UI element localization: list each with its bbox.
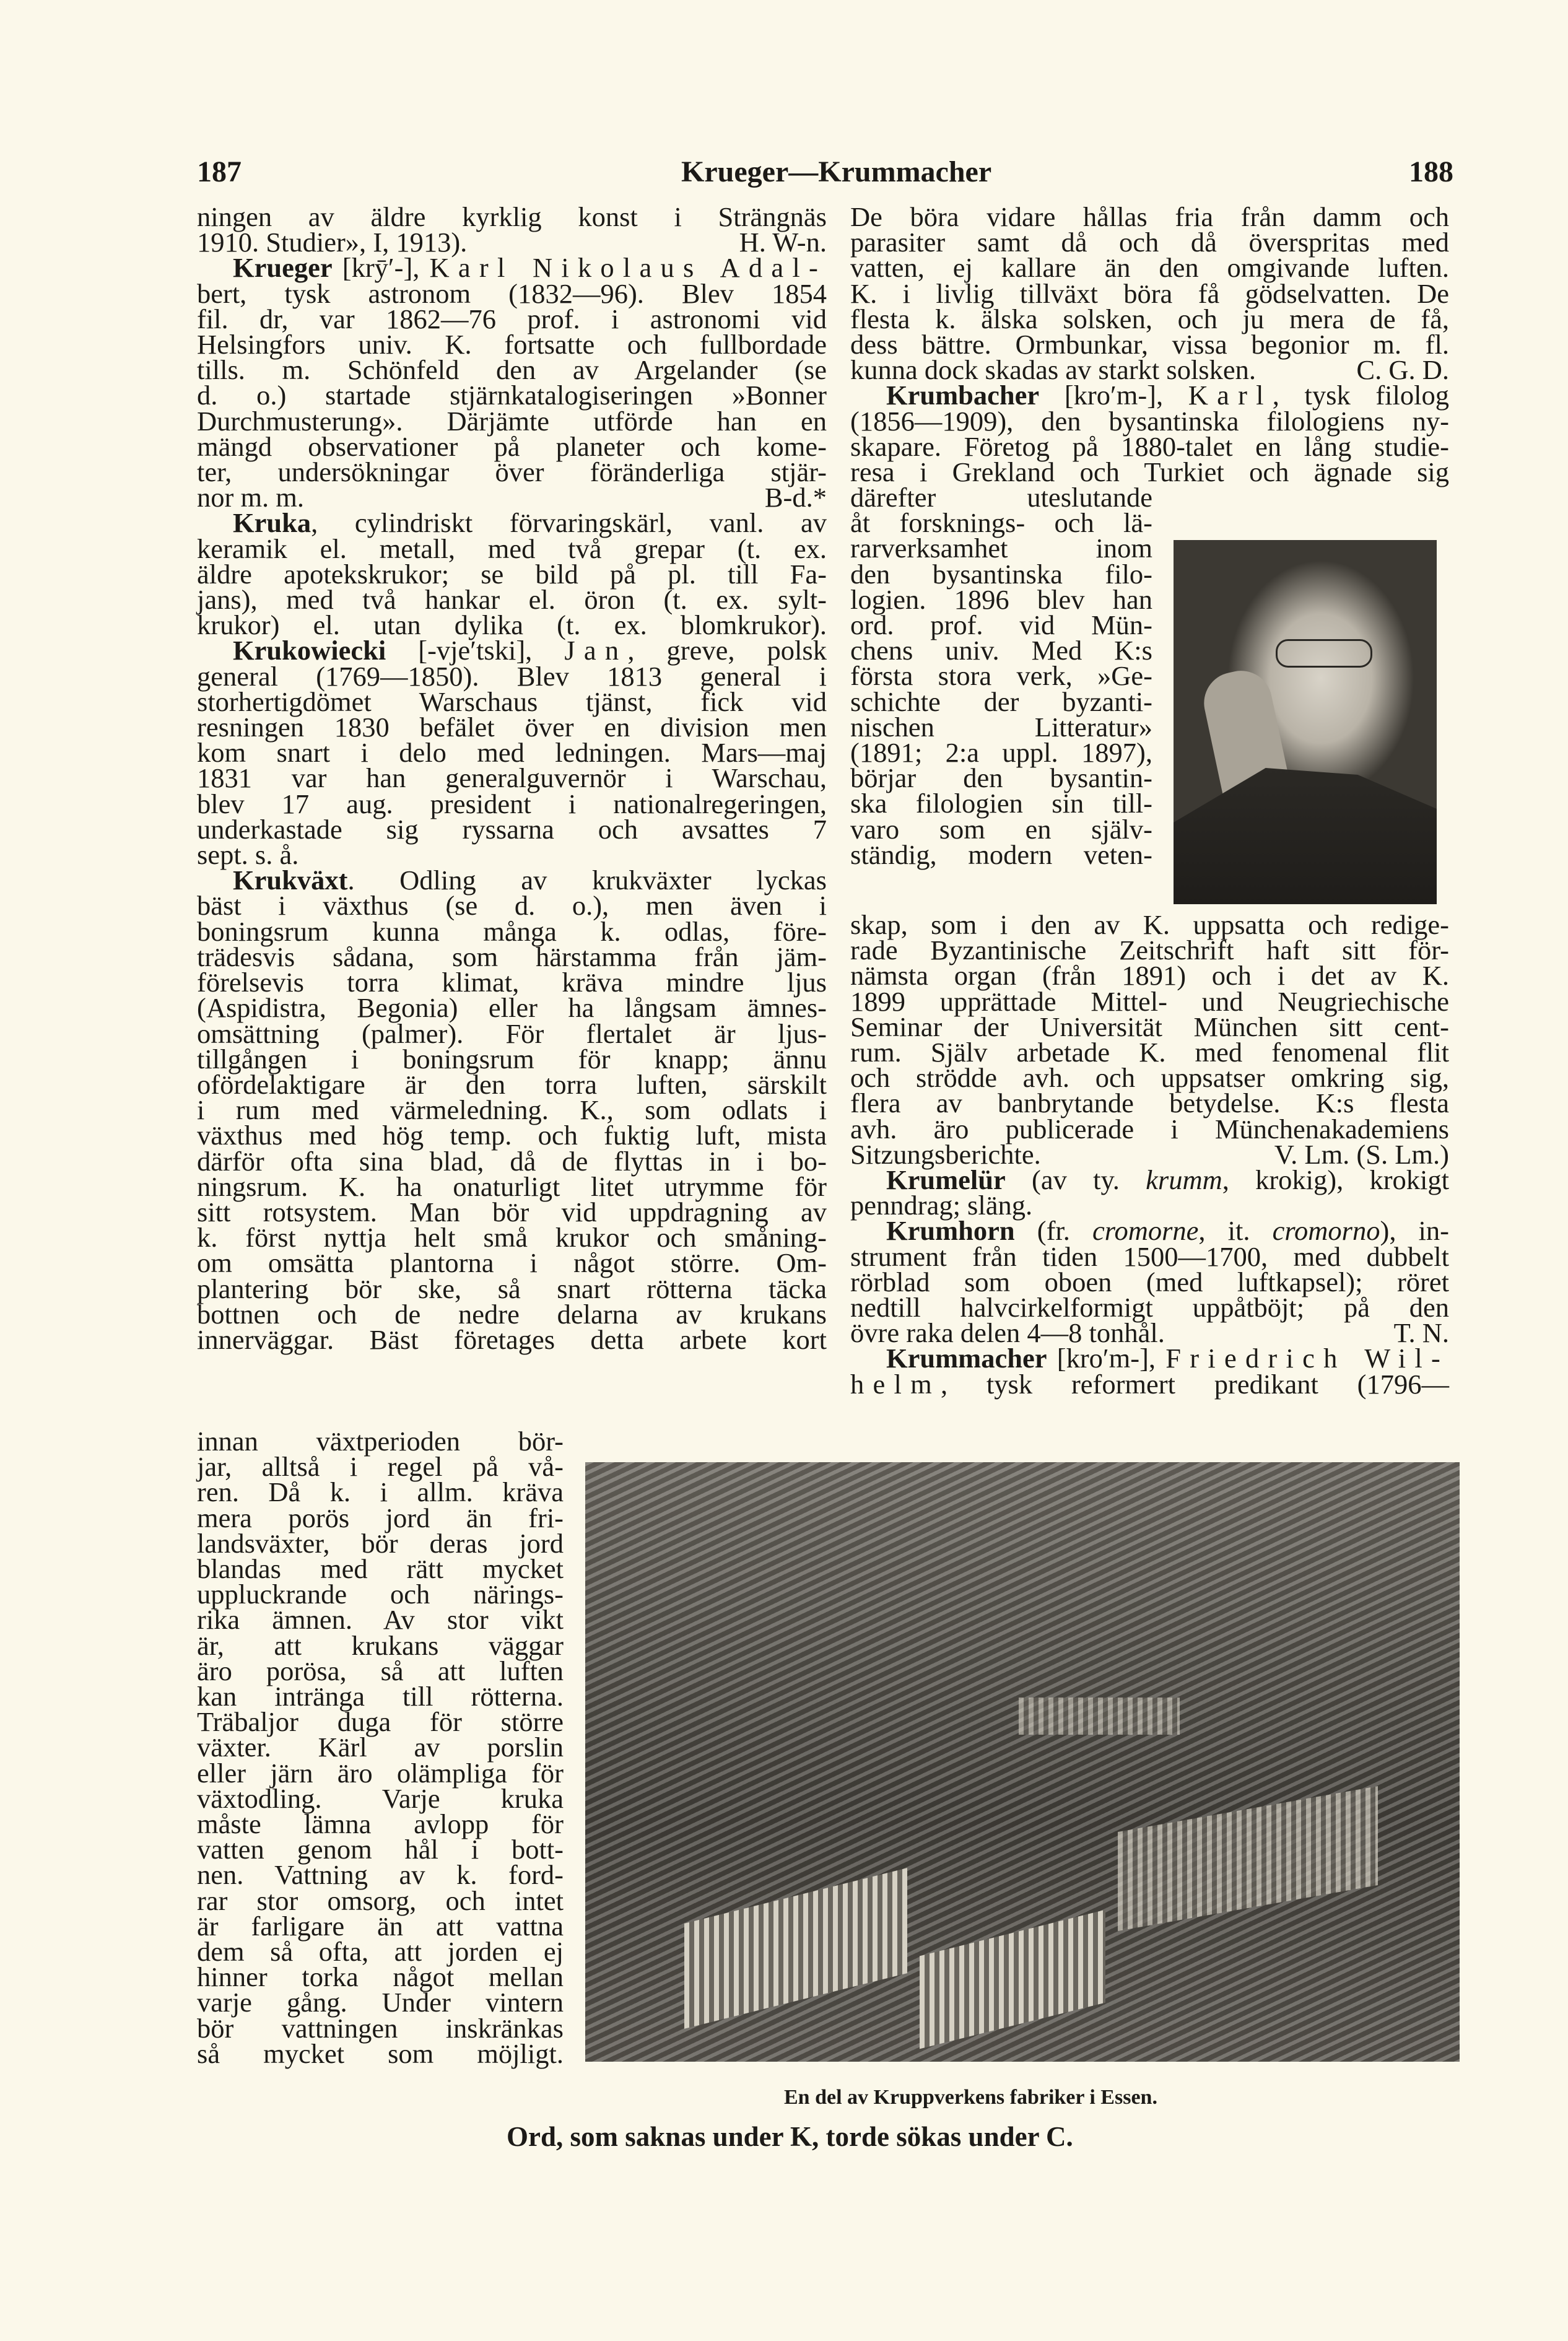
text-line: och strödde avh. och uppsatser omkring sig, — [850, 1062, 1449, 1094]
text-line: penndrag; släng. — [850, 1190, 1033, 1221]
headword: Krukowiecki — [233, 635, 386, 666]
text-line: strument från tiden 1500—1700, med dubbelt — [850, 1240, 1449, 1272]
text-line: den bysantinska filo- — [850, 558, 1152, 590]
factory-hall — [684, 1868, 907, 2029]
text-line: k. först nyttja helt små krukor och småning- — [197, 1222, 827, 1253]
text-line: boningsrum kunna många k. odlas, före- — [197, 915, 827, 947]
text-line: innerväggar. Bäst företages detta arbete kort — [197, 1323, 827, 1355]
headword: Krumhorn — [886, 1215, 1015, 1247]
text-line: Träbaljor duga för större — [197, 1706, 564, 1738]
text-line: fil. dr, var 1862—76 prof. i astronomi vid — [197, 303, 827, 334]
text-line: kan intränga till rötterna. — [197, 1681, 564, 1712]
text-line: helm, tysk reformert predikant (1796— — [850, 1368, 1449, 1400]
entry-krumbacher: Krumbacher [kro′m-], Karl, tysk filolog — [886, 380, 1449, 411]
text-line: äro porösa, så att luften — [197, 1655, 564, 1686]
text-line: parasiter samt då och då överspritas med — [850, 227, 1449, 258]
text-line: skapare. Företog på 1880-talet en lång studie- — [850, 430, 1449, 462]
text-line: (Aspidistra, Begonia) eller ha långsam ämnes- — [197, 992, 827, 1024]
headword: Krumelür — [886, 1164, 1006, 1196]
entry-krukowiecki: Krukowiecki [-vje′tski], Jan, greve, polsk — [233, 635, 827, 666]
right-column-lower — [850, 909, 1449, 1400]
factory-hall — [1118, 1786, 1378, 1931]
text-line: rum. Själv arbetade K. med fenomenal flit — [850, 1037, 1449, 1068]
text-line: dem så ofta, att jorden ej — [197, 1936, 564, 1968]
text-line: därefter uteslutande — [850, 482, 1152, 513]
text-line: varo som en själv- — [850, 813, 1152, 845]
image-caption: En del av Kruppverkens fabriker i Essen. — [784, 2086, 1157, 2109]
text-line: övre raka delen 4—8 tonhål. T. N. — [850, 1317, 1449, 1349]
text-line: trädesvis sådana, som härstamma från jäm- — [197, 941, 827, 972]
text-line: skap, som i den av K. uppsatta och redige- — [850, 909, 1449, 940]
text-line: växthus med hög temp. och fuktig luft, mista — [197, 1120, 827, 1151]
text-line: landsväxter, bör deras jord — [197, 1527, 564, 1559]
text-line: logien. 1896 blev han — [850, 583, 1152, 615]
text-line: ter, undersökningar över föränderliga stjär- — [197, 456, 827, 488]
text-line: Seminar der Universität München sitt cent- — [850, 1011, 1449, 1042]
text-line: ofördelaktigare är den torra luften, särskilt — [197, 1068, 827, 1100]
text-line: första stora verk, »Ge- — [850, 660, 1152, 692]
text-line: så mycket som möjligt. — [197, 2038, 564, 2069]
text-line: ska filologien sin till- — [850, 788, 1152, 819]
text-line: mera porös jord än fri- — [197, 1502, 564, 1533]
text-line: rarverksamhet inom — [850, 533, 1152, 564]
text-line: krukor) el. utan dylika (t. ex. blomkrukor). — [197, 609, 827, 641]
left-column-narrow — [197, 1426, 564, 2069]
text-line: tills. m. Schönfeld den av Argelander (se — [197, 354, 827, 386]
page-number-right: 188 — [1409, 155, 1453, 188]
text-line: resningen 1830 befälet över en division men — [197, 712, 827, 743]
text-line: växter. Kärl av porslin — [197, 1732, 564, 1763]
text-line: kunna dock skadas av starkt solsken. C. G. D. — [850, 354, 1449, 386]
text-line: bottnen och de nedre delarna av krukans — [197, 1298, 827, 1330]
glasses-shape — [1276, 639, 1372, 668]
signature: V. Lm. (S. Lm.) — [1274, 1138, 1449, 1170]
text-line: förelsevis torra klimat, kräva mindre ljus — [197, 967, 827, 998]
text-line: 1831 var han generalguvernör i Warschau, — [197, 762, 827, 794]
text-line: växtodling. Varje kruka — [197, 1782, 564, 1814]
text-line: bör vattningen inskränkas — [197, 2012, 564, 2044]
text-line: blev 17 aug. president i nationalregeringen, — [197, 788, 827, 819]
text-line: rika ämnen. Av stor vikt — [197, 1604, 564, 1636]
text-line: flesta k. älska solsken, och ju mera de få, — [850, 303, 1449, 334]
text-line: varje gång. Under vintern — [197, 1987, 564, 2018]
right-column — [850, 201, 1449, 488]
entry-kruka: Kruka, cylindriskt förvaringskärl, vanl. av — [233, 507, 827, 539]
text-line: rade Byzantinische Zeitschrift haft sitt för- — [850, 935, 1449, 966]
suit-shape — [1174, 768, 1437, 904]
text-line: ningen av äldre kyrklig konst i Strängnäs — [197, 201, 827, 232]
text-line: sitt rotsystem. Man bör vid uppdragning av — [197, 1196, 827, 1227]
text-line: tillgången i boningsrum för knapp; ännu — [197, 1043, 827, 1075]
text-line: därför ofta sina blad, då de flyttas in i bo- — [197, 1145, 827, 1177]
text-line: schichte der byzanti- — [850, 686, 1152, 717]
text-line: Helsingfors univ. K. fortsatte och fullbordade — [197, 329, 827, 360]
text-line: keramik el. metall, med två grepar (t. ex. — [197, 533, 827, 564]
text-line: eller järn äro olämpliga för — [197, 1757, 564, 1789]
text-line: mängd observationer på planeter och kome- — [197, 430, 827, 462]
text-line: general (1769—1850). Blev 1813 general i — [197, 660, 827, 692]
text-line: är, att krukans väggar — [197, 1629, 564, 1661]
factory-aerial-photo — [585, 1462, 1460, 2062]
text-line: omsättning (palmer). För flertalet är ljus- — [197, 1018, 827, 1049]
text-line: Sitzungsberichte. V. Lm. (S. Lm.) — [850, 1138, 1449, 1170]
text-line: innan växtperioden bör- — [197, 1426, 564, 1457]
factory-hall — [1019, 1698, 1180, 1735]
text-line: chens univ. Med K:s — [850, 635, 1152, 666]
text-line: (1856—1909), den bysantinska filologiens ny- — [850, 405, 1449, 437]
text-line: nischen Litteratur» — [850, 711, 1152, 743]
footer-note: Ord, som saknas under K, torde sökas under C. — [507, 2121, 1073, 2152]
left-column — [197, 201, 827, 1355]
text-line: hinner torka något mellan — [197, 1961, 564, 1993]
signature: B-d.* — [764, 482, 827, 513]
text-line: 1910. Studier», I, 1913). H. W-n. — [197, 227, 827, 258]
text-line: plantering bör ske, så snart rötterna täcka — [197, 1273, 827, 1304]
headword: Krueger — [233, 252, 333, 284]
text-line: d. o.) startade stjärnkatalogiseringen »Bonner — [197, 380, 827, 411]
text-line: ren. Då k. i allm. kräva — [197, 1476, 564, 1508]
text-line: bäst i växthus (se d. o.), men även i — [197, 890, 827, 922]
entry-text: [krȳ′-], — [332, 252, 430, 284]
headword: Kruka — [233, 507, 311, 539]
text-line: storhertigdömet Warschaus tjänst, fick vid — [197, 686, 827, 717]
running-title: Krueger—Krummacher — [681, 155, 992, 188]
text-line: i rum med värmeledning. K., som odlats i — [197, 1094, 827, 1126]
text-line: Durchmusterung». Därjämte utförde han en — [197, 405, 827, 437]
entry-krummacher: Krummacher [kro′m-], Friedrich Wil- — [886, 1343, 1449, 1374]
text-line: dess bättre. Ormbunkar, vissa begonior m. fl. — [850, 329, 1449, 360]
page-number-left: 187 — [197, 155, 242, 188]
entry-krumhorn: Krumhorn (fr. cromorne, it. cromorno), in- — [886, 1215, 1449, 1247]
text-line: flera av banbrytande betydelse. K:s flesta — [850, 1088, 1449, 1119]
signature: H. W-n. — [739, 227, 827, 258]
entry-krumelur: Krumelür (av ty. krumm, krokig), krokigt — [886, 1164, 1449, 1196]
signature: C. G. D. — [1356, 354, 1449, 386]
text-line: äldre apotekskrukor; se bild på pl. till Fa- — [197, 558, 827, 590]
text-line: ord. prof. vid Mün- — [850, 609, 1152, 641]
text-line: kom snart i delo med ledningen. Mars—maj — [197, 737, 827, 769]
text-line: sept. s. å. — [197, 839, 299, 871]
entry-krukvaxt: Krukväxt. Odling av krukväxter lyckas — [233, 865, 827, 896]
headword: Krukväxt — [233, 865, 348, 896]
text-line: vatten genom hål i bott- — [197, 1834, 564, 1865]
headword: Krummacher — [886, 1343, 1047, 1374]
factory-hall — [920, 1910, 1105, 2049]
entry-krueger: Krueger [krȳ′-], Karl Nikolaus Adal- — [233, 252, 827, 284]
text-line: nen. Vattning av k. ford- — [197, 1859, 564, 1891]
text-line: blandas med rätt mycket — [197, 1553, 564, 1585]
signature: T. N. — [1393, 1317, 1449, 1349]
text-line: avh. äro publicerade i Münchenakademiens — [850, 1113, 1449, 1144]
text-line: är farligare än att vattna — [197, 1910, 564, 1942]
text-line: jar, alltså i regel på vå- — [197, 1451, 564, 1483]
text-line: bert, tysk astronom (1832—96). Blev 1854 — [197, 277, 827, 309]
text-line: K. i livlig tillväxt böra få gödselvatten. De — [850, 277, 1449, 309]
text-line: nor m. m. B-d.* — [197, 482, 827, 513]
right-column-narrow — [850, 482, 1152, 870]
headword: Krumbacher — [886, 380, 1040, 411]
portrait-photo — [1174, 540, 1437, 904]
text-line: om omsätta plantorna i något större. Om- — [197, 1247, 827, 1279]
text-line: resa i Grekland och Turkiet och ägnade sig — [850, 456, 1449, 488]
text-line: ningsrum. K. ha onaturligt litet utrymme för — [197, 1170, 827, 1202]
text-line: ständig, modern veten- — [850, 839, 1152, 870]
text-line: underkastade sig ryssarna och avsattes 7 — [197, 813, 827, 845]
text-line: De böra vidare hållas fria från damm och — [850, 201, 1449, 232]
text-line: uppluckrande och närings- — [197, 1579, 564, 1610]
text-line: vatten, ej kallare än den omgivande luften. — [850, 252, 1449, 284]
text-line: måste lämna avlopp för — [197, 1808, 564, 1840]
text-line: rar stor omsorg, och intet — [197, 1885, 564, 1916]
text-line: åt forsknings- och lä- — [850, 507, 1152, 539]
text-line: (1891; 2:a uppl. 1897), — [850, 737, 1152, 769]
text-line: börjar den bysantin- — [850, 762, 1152, 794]
text-line: rörblad som oboen (med luftkapsel); röret — [850, 1266, 1449, 1297]
text-line: 1899 upprättade Mittel- und Neugriechische — [850, 985, 1449, 1017]
text-line: nämsta organ (från 1891) och i det av K. — [850, 960, 1449, 992]
text-line: nedtill halvcirkelformigt uppåtböjt; på den — [850, 1292, 1449, 1323]
text-line: jans), med två hankar el. öron (t. ex. sylt- — [197, 584, 827, 616]
